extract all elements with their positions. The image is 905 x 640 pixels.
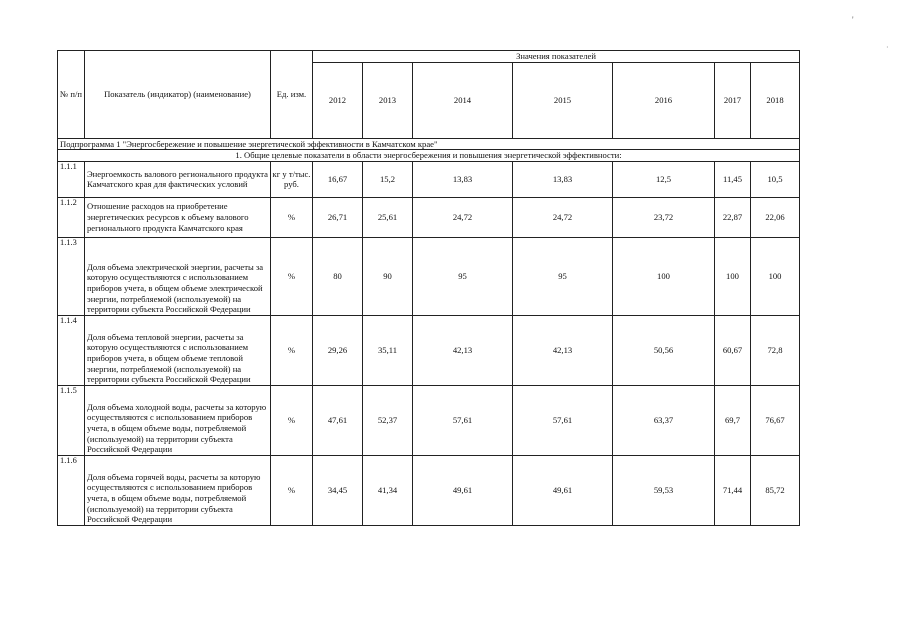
table-row	[58, 161, 800, 197]
table-row	[58, 197, 800, 237]
table-row	[58, 237, 800, 315]
scan-dot: ·	[886, 43, 889, 52]
value-cell: 72,8	[751, 315, 800, 385]
value-cell: 26,71	[313, 197, 363, 237]
unit-cell: %	[271, 385, 313, 455]
value-cell: 57,61	[413, 385, 513, 455]
value-cell: 49,61	[513, 455, 613, 525]
value-cell: 16,67	[313, 161, 363, 197]
unit-cell: кг у т/тыс. руб.	[271, 161, 313, 197]
header-year: 2017	[715, 62, 751, 138]
value-cell: 24,72	[413, 197, 513, 237]
row-number: 1.1.4	[58, 315, 85, 385]
unit-cell: %	[271, 197, 313, 237]
value-cell: 95	[413, 237, 513, 315]
value-cell: 12,5	[613, 161, 715, 197]
value-cell: 100	[751, 237, 800, 315]
header-year: 2015	[513, 62, 613, 138]
value-cell: 59,53	[613, 455, 715, 525]
indicator-name: Доля объема горячей воды, расчеты за которую осуществляются с использованием приборов учета, в общем объеме воды, потребляемой (используемой) на территории субъекта Российской Федерации	[85, 455, 271, 525]
header-year: 2016	[613, 62, 715, 138]
value-cell: 13,83	[413, 161, 513, 197]
table-row	[58, 315, 800, 385]
value-cell: 47,61	[313, 385, 363, 455]
value-cell: 25,61	[363, 197, 413, 237]
value-cell: 34,45	[313, 455, 363, 525]
value-cell: 90	[363, 237, 413, 315]
value-cell: 52,37	[363, 385, 413, 455]
subprogram-title: Подпрограмма 1 "Энергосбережение и повышение энергетической эффективности в Камчатском крае"	[58, 138, 800, 150]
scan-mark: '	[852, 15, 854, 25]
value-cell: 69,7	[715, 385, 751, 455]
unit-cell: %	[271, 237, 313, 315]
value-cell: 11,45	[715, 161, 751, 197]
row-number: 1.1.6	[58, 455, 85, 525]
header-year: 2018	[751, 62, 800, 138]
value-cell: 71,44	[715, 455, 751, 525]
value-cell: 41,34	[363, 455, 413, 525]
value-cell: 49,61	[413, 455, 513, 525]
value-cell: 57,61	[513, 385, 613, 455]
value-cell: 100	[613, 237, 715, 315]
value-cell: 80	[313, 237, 363, 315]
value-cell: 50,56	[613, 315, 715, 385]
value-cell: 63,37	[613, 385, 715, 455]
value-cell: 22,06	[751, 197, 800, 237]
value-cell: 60,67	[715, 315, 751, 385]
section-row	[58, 150, 800, 162]
row-number: 1.1.1	[58, 161, 85, 197]
header-values-group: Значения показателей	[313, 51, 800, 63]
indicator-name: Энергоемкость валового регионального продукта Камчатского края для фактических условий	[85, 161, 271, 197]
section-title: 1. Общие целевые показатели в области энергосбережения и повышения энергетической эффективности:	[58, 150, 800, 162]
subprogram-row	[58, 138, 800, 150]
header-year: 2012	[313, 62, 363, 138]
indicator-name: Отношение расходов на приобретение энергетических ресурсов к объему валового регионального продукта Камчатского края	[85, 197, 271, 237]
value-cell: 100	[715, 237, 751, 315]
value-cell: 13,83	[513, 161, 613, 197]
value-cell: 76,67	[751, 385, 800, 455]
value-cell: 42,13	[513, 315, 613, 385]
value-cell: 22,87	[715, 197, 751, 237]
value-cell: 95	[513, 237, 613, 315]
header-year: 2014	[413, 62, 513, 138]
unit-cell: %	[271, 315, 313, 385]
indicator-name: Доля объема холодной воды, расчеты за которую осуществляются с использованием приборов учета, в общем объеме воды, потребляемой (используемой) на территории субъекта Российской Федерации	[85, 385, 271, 455]
indicator-name: Доля объема электрической энергии, расчеты за которую осуществляются с использованием приборов учета, в общем объеме электрической энергии, потребляемой (используемой) на территории субъекта Российской Федерации	[85, 237, 271, 315]
header-year: 2013	[363, 62, 413, 138]
value-cell: 23,72	[613, 197, 715, 237]
unit-cell: %	[271, 455, 313, 525]
header-indicator: Показатель (индикатор) (наименование)	[85, 51, 271, 139]
value-cell: 85,72	[751, 455, 800, 525]
header-num: № п/п	[58, 51, 85, 139]
value-cell: 42,13	[413, 315, 513, 385]
row-number: 1.1.3	[58, 237, 85, 315]
table-row	[58, 385, 800, 455]
value-cell: 29,26	[313, 315, 363, 385]
header-unit: Ед. изм.	[271, 51, 313, 139]
value-cell: 15,2	[363, 161, 413, 197]
indicator-name: Доля объема тепловой энергии, расчеты за которую осуществляются с использованием приборов учета, в общем объеме тепловой энергии, потребляемой (используемой) на территории субъекта Российской Федерации	[85, 315, 271, 385]
value-cell: 35,11	[363, 315, 413, 385]
row-number: 1.1.2	[58, 197, 85, 237]
value-cell: 10,5	[751, 161, 800, 197]
indicators-table	[57, 50, 800, 526]
header-row-group	[58, 51, 800, 63]
table-row	[58, 455, 800, 525]
row-number: 1.1.5	[58, 385, 85, 455]
value-cell: 24,72	[513, 197, 613, 237]
